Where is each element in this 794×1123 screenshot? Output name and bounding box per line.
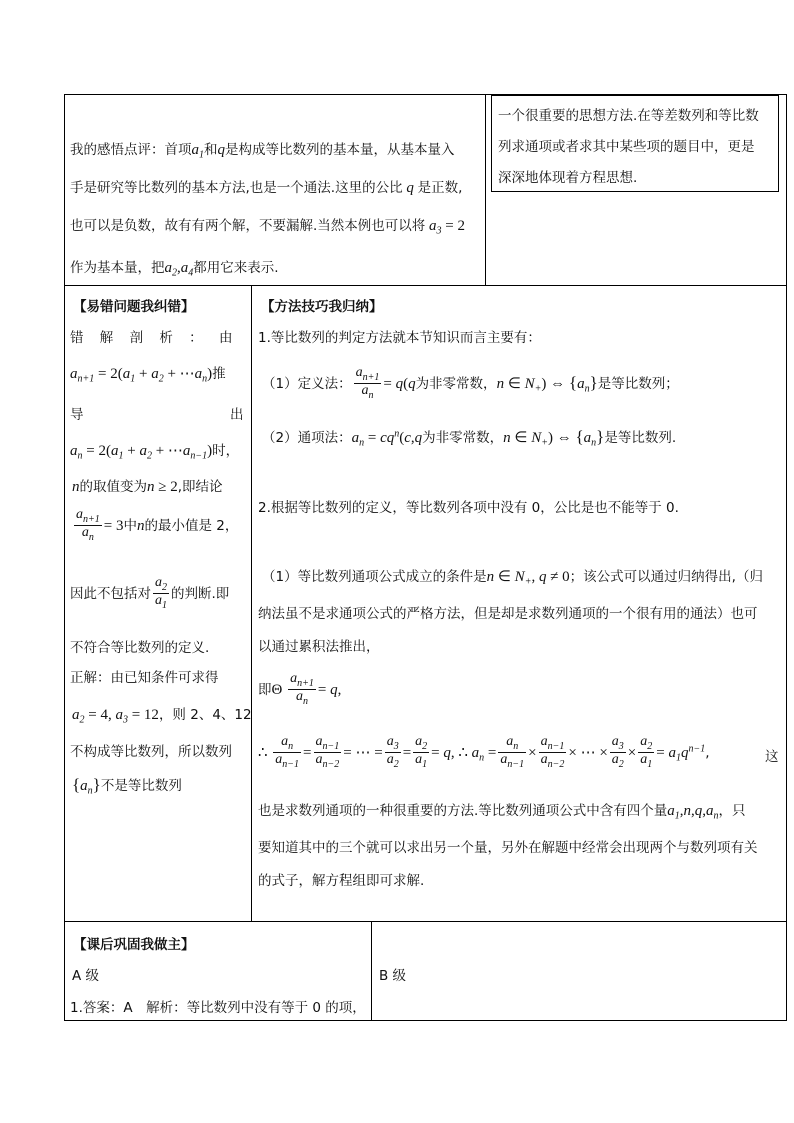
summary-line-1: 一个很重要的思想方法.在等差数列和等比数 xyxy=(498,108,759,124)
method-p4-line1: 也是求数列通项的一种很重要的方法.等比数列通项公式中含有四个量$a_1,n,q,a_n$，只 xyxy=(258,803,746,822)
method-p1: 1.等比数列的判定方法就本节知识而言主要有： xyxy=(258,330,541,346)
table-right-border xyxy=(786,94,787,1021)
table-left-border xyxy=(64,94,65,1021)
comment-line-2: 手是研究等比数列的基本方法,也是一个通法.这里的公比 q 是正数, xyxy=(70,180,463,196)
method-ratio-formula: 即Θ $\frac{a_{n+1}}{a_n}$ = q, xyxy=(258,671,342,708)
row1-divider xyxy=(64,285,787,286)
error-dao: 导 xyxy=(70,407,84,423)
table-bottom-border xyxy=(64,1020,787,1021)
method-zhe: 这 xyxy=(765,749,779,765)
level-b-label: B 级 xyxy=(379,968,407,984)
level-a-label: A 级 xyxy=(72,968,100,984)
error-formula-1: $a_{n+1} = 2(a_1 + a_2$ + $\cdots a_n$)推 xyxy=(70,366,226,385)
row2-col-divider xyxy=(251,285,252,921)
comment-line-3: 也可以是负数，故有有两个解，不要漏解.当然本例也可以将 $a_3 = 2$ xyxy=(70,218,466,237)
comment-line-4: 作为基本量，把$a_2,a_4$都用它来表示. xyxy=(70,260,279,279)
correct-solution-1: 正解：由已知条件可求得 xyxy=(70,670,219,686)
method-definition: （1）定义法： $\frac{a_{n+1}}{a_n}$ = q(q为非零常数，n ∈ $N_+$) ⇔ $\{a_n\}$是等比数列； xyxy=(262,365,679,402)
error-formula-2: $a_n = 2(a_1 + a_2$ + $\cdots a_{n-1}$)时， xyxy=(70,443,240,462)
summary-line-3: 深深地体现着方程思想. xyxy=(498,170,638,186)
review-heading: 【课后巩固我做主】 xyxy=(73,937,195,953)
error-ratio-min: $\frac{a_{n+1}}{a_n}$ = 3中n的最小值是 2， xyxy=(76,507,239,544)
method-product-formula: ∴ $\frac{a_n}{a_{n-1}}$ = $\frac{a_{n-1}}{a_{n-2}}$ = ⋯ = $\frac{a_3}{a_2}$ = $\frac{a_2}{a_1}$ = q, ∴ $a_n$ = $\frac{a_n}{a_{n-1}}$ × $\frac{a_{n-1}}{a_{n-2}}$ × ⋯ × $\frac{a_3}{a_2}$ × $\frac{a_2}{a_1}$ = $a_1q^{n-1}$, xyxy=(258,734,710,771)
correct-solution-2: $a_2 = 4$, $a_3 = 12$，则 2、4、12 xyxy=(72,707,252,726)
method-heading: 【方法技巧我归纳】 xyxy=(261,299,383,315)
comment-line-1: 我的感悟点评：首项$a_1$和q是构成等比数列的基本量，从基本量入 xyxy=(70,142,455,161)
error-n-range: n的取值变为n ≥ 2,即结论 xyxy=(72,479,223,495)
method-general-term: （2）通项法：$a_n = cq^n(c,q$为非零常数，n ∈ $N_+$) ⇔ $\{a_n\}$是等比数列. xyxy=(262,427,677,449)
method-p4-line2: 要知道其中的三个就可以求出另一个量，另外在解题中经常会出现两个与数列项有关 xyxy=(258,840,758,856)
error-not-match: 不符合等比数列的定义. xyxy=(70,640,210,656)
answer-1: 1.答案：A 解析：等比数列中没有等于 0 的项， xyxy=(70,1000,366,1016)
summary-line-2: 列求通项或者求其中某些项的题目中，更是 xyxy=(498,139,755,155)
error-analysis-label: 错 解 剖 析 ： 由 xyxy=(70,330,239,346)
error-exclude: 因此不包括对 $\frac{a_2}{a_1}$ 的判断.即 xyxy=(70,575,230,612)
error-heading: 【易错问题我纠错】 xyxy=(73,299,195,315)
method-p3-line1: （1）等比数列通项公式成立的条件是n ∈ $N_+$, q ≠ 0；该公式可以通过归纳得出,（归 xyxy=(262,569,763,588)
row1-col-divider xyxy=(485,94,486,285)
method-p4-line3: 的式子，解方程组即可求解. xyxy=(258,873,425,889)
method-p3-line3: 以通过累积法推出， xyxy=(258,639,380,655)
row2-divider xyxy=(64,921,787,922)
row3-col-divider xyxy=(371,921,372,1020)
method-p3-line2: 纳法虽不是求通项公式的严格方法，但是却是求数列通项的一个很有用的通法）也可 xyxy=(258,606,758,622)
method-p2: 2.根据等比数列的定义，等比数列各项中没有 0，公比是也不能等于 0. xyxy=(258,500,679,516)
correct-solution-4: $\{a_n\}$不是等比数列 xyxy=(72,775,182,797)
error-chu: 出 xyxy=(230,407,244,423)
correct-solution-3: 不构成等比数列，所以数列 xyxy=(70,744,232,760)
